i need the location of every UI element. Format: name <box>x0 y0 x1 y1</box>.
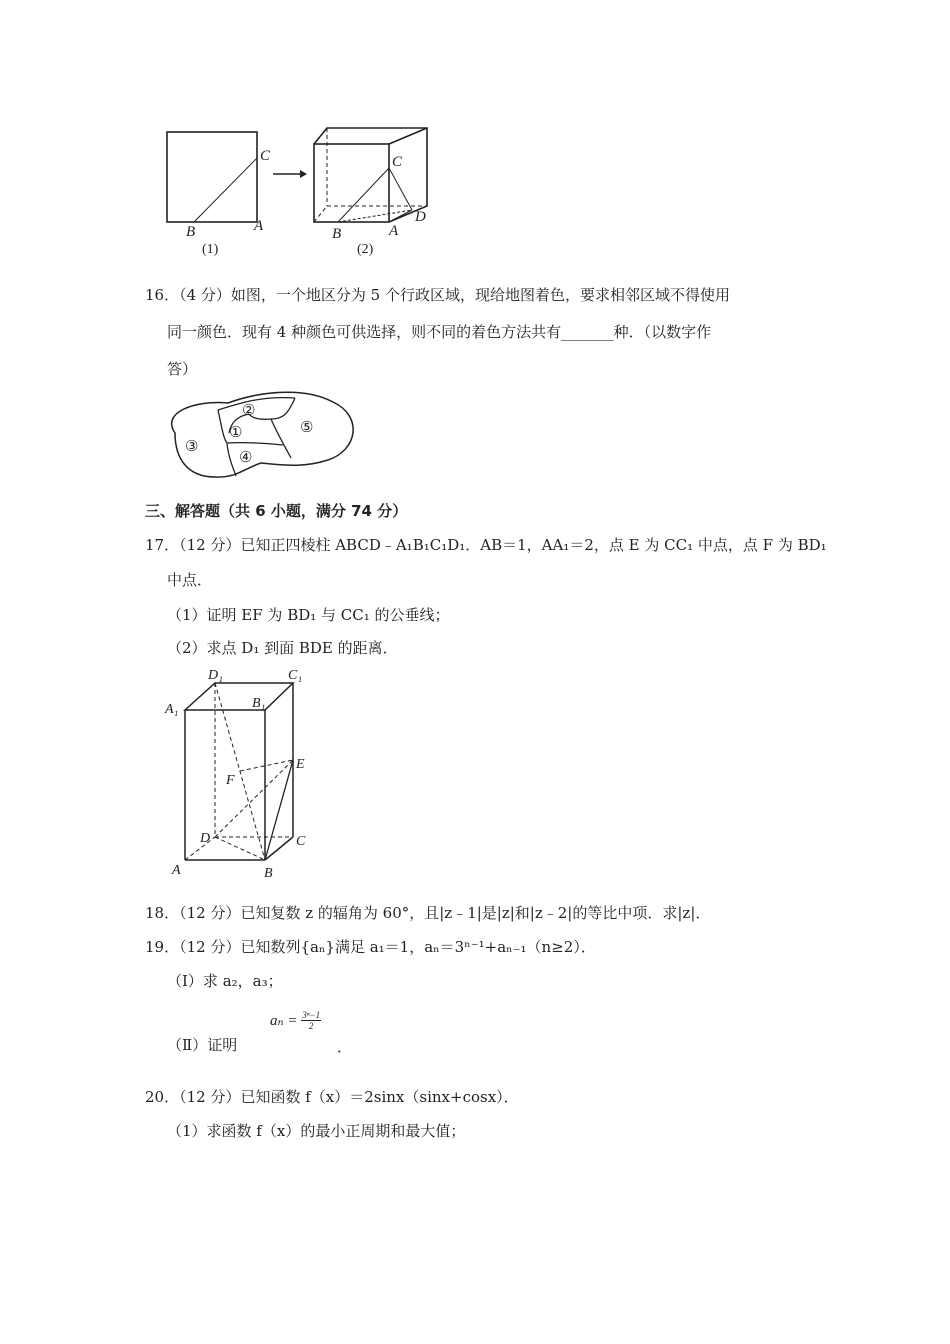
q17-part2: （2）求点 D₁ 到面 BDE 的距离． <box>167 639 398 657</box>
q16-line2 <box>167 322 711 342</box>
q19-part1: （Ⅰ）求 a₂，a₃； <box>167 972 283 990</box>
arrow-head-icon <box>300 170 307 178</box>
caption-1: (1) <box>202 242 219 257</box>
q17-line2: 中点． <box>167 571 213 589</box>
label-d: D <box>200 831 211 846</box>
q16-line3: 答） <box>167 360 198 378</box>
label-a2: A <box>389 223 399 239</box>
line-de <box>215 760 293 837</box>
region-map <box>163 388 358 483</box>
caption-2: (2) <box>357 242 374 257</box>
label-f: F <box>226 773 235 788</box>
label-a: A <box>254 218 264 234</box>
formula-numerator: 3ⁿ−1 <box>302 1010 321 1020</box>
label-c: C <box>296 834 306 849</box>
fold-line <box>389 210 412 222</box>
line-be <box>265 760 293 860</box>
region-border <box>249 398 295 419</box>
region-2: ② <box>242 403 256 419</box>
cube-hidden-edge <box>314 206 327 222</box>
q19-line1: 19．（12 分）已知数列{aₙ}满足 a₁＝1，aₙ＝3ⁿ⁻¹+aₙ₋₁（n≥2）． <box>145 938 596 956</box>
region-1: ① <box>229 425 243 441</box>
label-a: A <box>172 863 181 878</box>
fold-line <box>389 168 412 210</box>
label-b: B <box>186 224 196 240</box>
region-5: ⑤ <box>300 420 314 436</box>
prism-figure <box>160 665 320 880</box>
label-b2: B <box>332 226 342 242</box>
label-c1: C₁ <box>288 668 303 683</box>
cube-front-face <box>314 144 389 222</box>
q16-line2-b: 种．（以数字作 <box>613 323 712 341</box>
q17-part1: （1）证明 EF 为 BD₁ 与 CC₁ 的公垂线； <box>167 606 450 624</box>
q19-part2: （Ⅱ）证明 <box>167 1036 238 1054</box>
label-d1: D₁ <box>208 668 223 683</box>
region-4: ④ <box>239 450 253 466</box>
q17-line1: 17．（12 分）已知正四棱柱 ABCD﹣A₁B₁C₁D₁．AB＝1，AA₁＝2，点 E 为 CC₁ 中点，点 F 为 BD₁ <box>145 536 827 554</box>
diagonal-line <box>194 158 257 222</box>
section-3-title: 三、解答题（共 6 小题，满分 74 分） <box>145 502 408 520</box>
q19-formula <box>270 1010 321 1031</box>
region-3: ③ <box>185 439 199 455</box>
label-d2: D <box>415 209 426 225</box>
q18-text: 18．（12 分）已知复数 z 的辐角为 60°，且|z﹣1|是|z|和|z﹣2|的等比中项．求|z|． <box>145 904 711 922</box>
q19-formula-end: ． <box>337 1038 353 1056</box>
cube-edge <box>389 128 427 144</box>
region-border <box>227 443 283 445</box>
line-fe <box>240 760 293 771</box>
q16-line2-a: 同一颜色．现有 4 种颜色可供选择，则不同的着色方法共有 <box>167 323 562 341</box>
line-db <box>215 837 265 860</box>
edge-bc <box>265 837 293 860</box>
label-b1: B₁ <box>252 696 266 711</box>
label-b: B <box>264 866 273 880</box>
formula-lhs: aₙ = <box>270 1013 298 1029</box>
q20-line1: 20．（12 分）已知函数 f（x）＝2sinx（sinx+cosx）． <box>145 1088 519 1106</box>
answer-blank: _______ <box>561 323 614 341</box>
top-face <box>185 683 293 710</box>
label-c: C <box>260 148 271 164</box>
fold-line <box>338 168 389 222</box>
fold-figure <box>150 120 450 260</box>
label-c2: C <box>392 154 403 170</box>
formula-fraction <box>301 1010 321 1031</box>
q20-part1: （1）求函数 f（x）的最小正周期和最大值； <box>167 1122 466 1140</box>
region-border <box>271 419 291 458</box>
label-a1: A₁ <box>165 702 179 717</box>
label-e: E <box>296 757 305 772</box>
map-outline <box>172 392 354 477</box>
cube-top-right <box>314 128 427 222</box>
square-shape <box>167 132 257 222</box>
formula-denominator: 2 <box>308 1021 314 1031</box>
q16-line1: 16．（4 分）如图，一个地区分为 5 个行政区域，现给地图着色，要求相邻区域不得使用 <box>145 286 730 304</box>
region-border <box>218 398 295 410</box>
